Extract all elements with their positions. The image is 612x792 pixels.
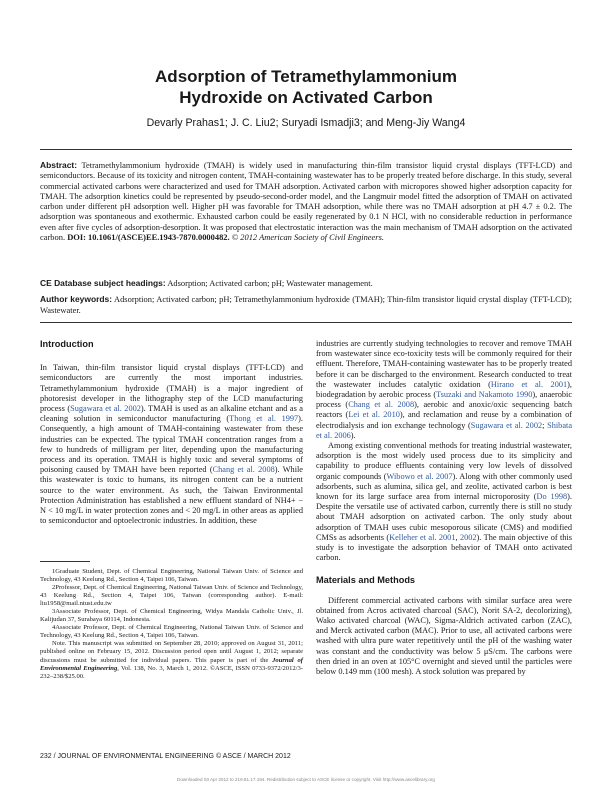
- introduction-heading: Introduction: [40, 339, 94, 349]
- download-notice: Downloaded 03 Apr 2012 to 219.81.17.194. Redistribution subject to ASCE license or copyright. Visit http://www.ascelibrary.org: [177, 777, 435, 782]
- page-footer: 232 / JOURNAL OF ENVIRONMENTAL ENGINEERING © ASCE / MARCH 2012: [40, 753, 291, 760]
- introduction-paragraph: In Taiwan, thin-film transistor liquid crystal displays (TFT-LCD) and semiconductors are currently the most important industries. Tetramethylammonium hydroxide (TMAH) is a major ingredient of photoresist developer in the lithography step of the LCD manufacturing process (Sugawara et al. 2002). TMAH is used as an alkaline etchant and as a cleaning solution in semiconductor manufacturing (Thong et al. 1997). Consequently, a high amount of TMAH-containing wastewater from these industries can be expected. The typical TMAH concentration ranges from a few to hundreds of milligram per liter, depending upon the manufacturing process and its operation. TMAH is highly toxic and several symptoms of poisoning caused by TMAH have been reported (Chang et al. 2008). While this wastewater is toxic to humans, its nitrogen content can be a nutrient source to the water environment. As such, the Taiwan Environmental Protection Administration has established a new effluent standard of NH4+ − N < 10 mg/L in water protection zones and < 20 mg/L in other areas as applied to semiconductor and optoelectronic industries. In addition, these: [40, 363, 304, 526]
- footnotes: [40, 568, 303, 681]
- title-line-2: Hydroxide on Activated Carbon: [179, 88, 433, 107]
- right-column: [316, 339, 572, 677]
- citation-link[interactable]: Chang et al. 2008: [212, 465, 275, 475]
- paper-title: [60, 66, 552, 108]
- materials-paragraph: Different commercial activated carbons with similar surface area were obtained from Acros activated charcoal (SAC), Norit SA-2, decolorizing), Wako activated charcoal (WAC), Sigma-Aldrich activated carbon (ZAC), and Merck activated carbon (MAC). Prior to use, all activated carbons were washed with ultra pure water repetitively until the pH of the washing water was constant and the conductivity was below 5 μS/cm. The carbons were then dried in an oven at 105°C overnight and sieved until the particles were below 0.149 mm (100 mesh). A stock solution was prepared by: [316, 595, 572, 677]
- ce-headings-text: Adsorption; Activated carbon; pH; Wastewater management.: [167, 278, 373, 288]
- citation-link[interactable]: Wibowo et al. 2007: [386, 471, 453, 481]
- abstract-text: Tetramethylammonium hydroxide (TMAH) is widely used in manufacturing thin-film transistor liquid crystal displays (TFT-LCD) and semiconductors. Because of its toxicity and nitrogen content, TMAH-containing wastewater has to be properly treated before discharge. In this study, several commercial activated carbons were characterized and used for TMAH adsorption. Activated carbon with micropores showed higher adsorption capacity for TMAH. The adsorption kinetics could be represented by pseudo-second-order model, and the Langmuir model fitted the adsorption of TMAH on activated carbon under different pH adsorption well. Higher pH was favorable for TMAH adsorption, while there was no TMAH adsorption at pH 4.7 ± 0.2. The adsorption was spontaneous and exothermic. Exhausted carbon could be easily regenerated by 0.1 N HCl, with no considerable reduction in performance even after five cycles of adsorption-desorption. It was proposed that electrostatic interaction was the main mechanism of TMAH adsorption on the activated carbon.: [40, 160, 572, 243]
- citation-link[interactable]: Chang et al. 2008: [348, 400, 415, 410]
- keywords-label: Author keywords:: [40, 294, 113, 304]
- introduction-section: [40, 339, 303, 526]
- ce-headings: [40, 278, 572, 289]
- journal-name: Journal of Environmental Engineering: [40, 656, 303, 672]
- citation-link[interactable]: Hirano et al. 2001: [490, 379, 568, 389]
- citation-link[interactable]: Tsuzaki and Nakamoto 1990: [436, 390, 533, 400]
- copyright: © 2012 American Society of Civil Engineers.: [231, 232, 384, 243]
- citation-link[interactable]: Sugawara et al. 2002: [470, 420, 543, 430]
- footnote-2: 2Professor, Dept. of Chemical Engineering, National Taiwan Univ. of Science and Technology, 43 Keelung Rd., Section 4, Taipei 106, Taiwan (corresponding author). E-mail: liu1958@mail.ntust.edu.tw: [40, 584, 303, 608]
- citation-link[interactable]: Thong et al. 1997: [229, 414, 299, 424]
- citation-link[interactable]: Kelleher et al. 2001: [389, 532, 456, 542]
- title-line-1: Adsorption of Tetramethylammonium: [155, 67, 457, 86]
- manuscript-note: Note. This manuscript was submitted on September 28, 2010; approved on August 31, 2011; published online on February 15, 2012. Discussion period open until August 1, 2012; separate discussions must be submitted for individual papers. This paper is part of the Journal of Environmental Engineering, Vol. 138, No. 3, March 1, 2012. ©ASCE, ISSN 0733-9372/2012/3-232–238/$25.00.: [40, 640, 303, 680]
- ce-headings-label: CE Database subject headings:: [40, 278, 166, 288]
- footnote-1: 1Graduate Student, Dept. of Chemical Engineering, National Taiwan Univ. of Science and Technology, 43 Keelung Rd., Section 4, Taipei 106, Taiwan.: [40, 568, 303, 584]
- citation-link[interactable]: 2002: [459, 532, 477, 542]
- top-rule: [40, 149, 572, 150]
- footnote-3: 3Associate Professor, Dept. of Chemical Engineering, Widya Mandala Catholic Univ., Jl. Kalijudan 37, Surabaya 60114, Indonesia.: [40, 608, 303, 624]
- abstract-label: Abstract:: [40, 160, 78, 170]
- mid-rule: [40, 322, 572, 323]
- author-list: Devarly Prahas1; J. C. Liu2; Suryadi Ismadji3; and Meng-Jiy Wang4: [146, 117, 466, 129]
- footnote-4: 4Associate Professor, Dept. of Chemical Engineering, National Taiwan Univ. of Science and Technology, 43 Keelung Rd., Section 4, Taipei 106, Taiwan.: [40, 624, 303, 640]
- right-paragraph-2: Among existing conventional methods for treating industrial wastewater, adsorption is the most widely used process due to its simplicity and capability to produce effluents containing very low levels of dissolved organic compounds (Wibowo et al. 2007). Along with other commonly used adsorbents, such as alumina, silica gel, and zeolite, activated carbon is best known for its large surface area from internal microporosity (Do 1998). Despite the versatile use of activated carbon, currently there is still no study about TMAH adsorption on activated carbon. The only study about adsorption of TMAH uses cubic mesoporous silicate (CMS) and modified CMSs as adsorbents (Kelleher et al. 2001, 2002). The main objective of this study is to investigate the adsorption behavior of TMAH onto activated carbon.: [316, 441, 572, 563]
- citation-link[interactable]: Shibata et al. 2006: [316, 420, 572, 440]
- citation-link[interactable]: Do 1998: [536, 492, 568, 502]
- keywords-text: Adsorption; Activated carbon; pH; Tetramethylammonium hydroxide (TMAH); Thin-film transistor liquid crystal display (TFT-LCD); Wastewater.: [40, 294, 572, 315]
- right-paragraph-1: industries are currently studying technologies to recover and remove TMAH from wastewater since eco-toxicity tests will be commonly required for their effluent. Therefore, TMAH-containing wastewater has to be properly treated before it can be discharged to the environment. Research conducted to treat the wastewater includes catalytic oxidation (Hirano et al. 2001), biodegradation by aerobic process (Tsuzaki and Nakamoto 1990), anaerobic process (Chang et al. 2008), aerobic and anoxic/oxic sequencing batch reactors (Lei et al. 2010), and reclamation and reuse by a combination of electrodialysis and ion exchange technology (Sugawara et al. 2002; Shibata et al. 2006).: [316, 339, 573, 440]
- materials-methods-heading: Materials and Methods: [316, 575, 416, 586]
- citation-link[interactable]: Sugawara et al. 2002: [70, 404, 141, 414]
- abstract: [40, 160, 572, 242]
- author-keywords: [40, 294, 572, 315]
- footnote-rule: [40, 561, 90, 562]
- citation-link[interactable]: Lei et al. 2010: [348, 410, 400, 420]
- doi-link[interactable]: DOI: 10.1061/(ASCE)EE.1943-7870.0000482.: [67, 232, 230, 243]
